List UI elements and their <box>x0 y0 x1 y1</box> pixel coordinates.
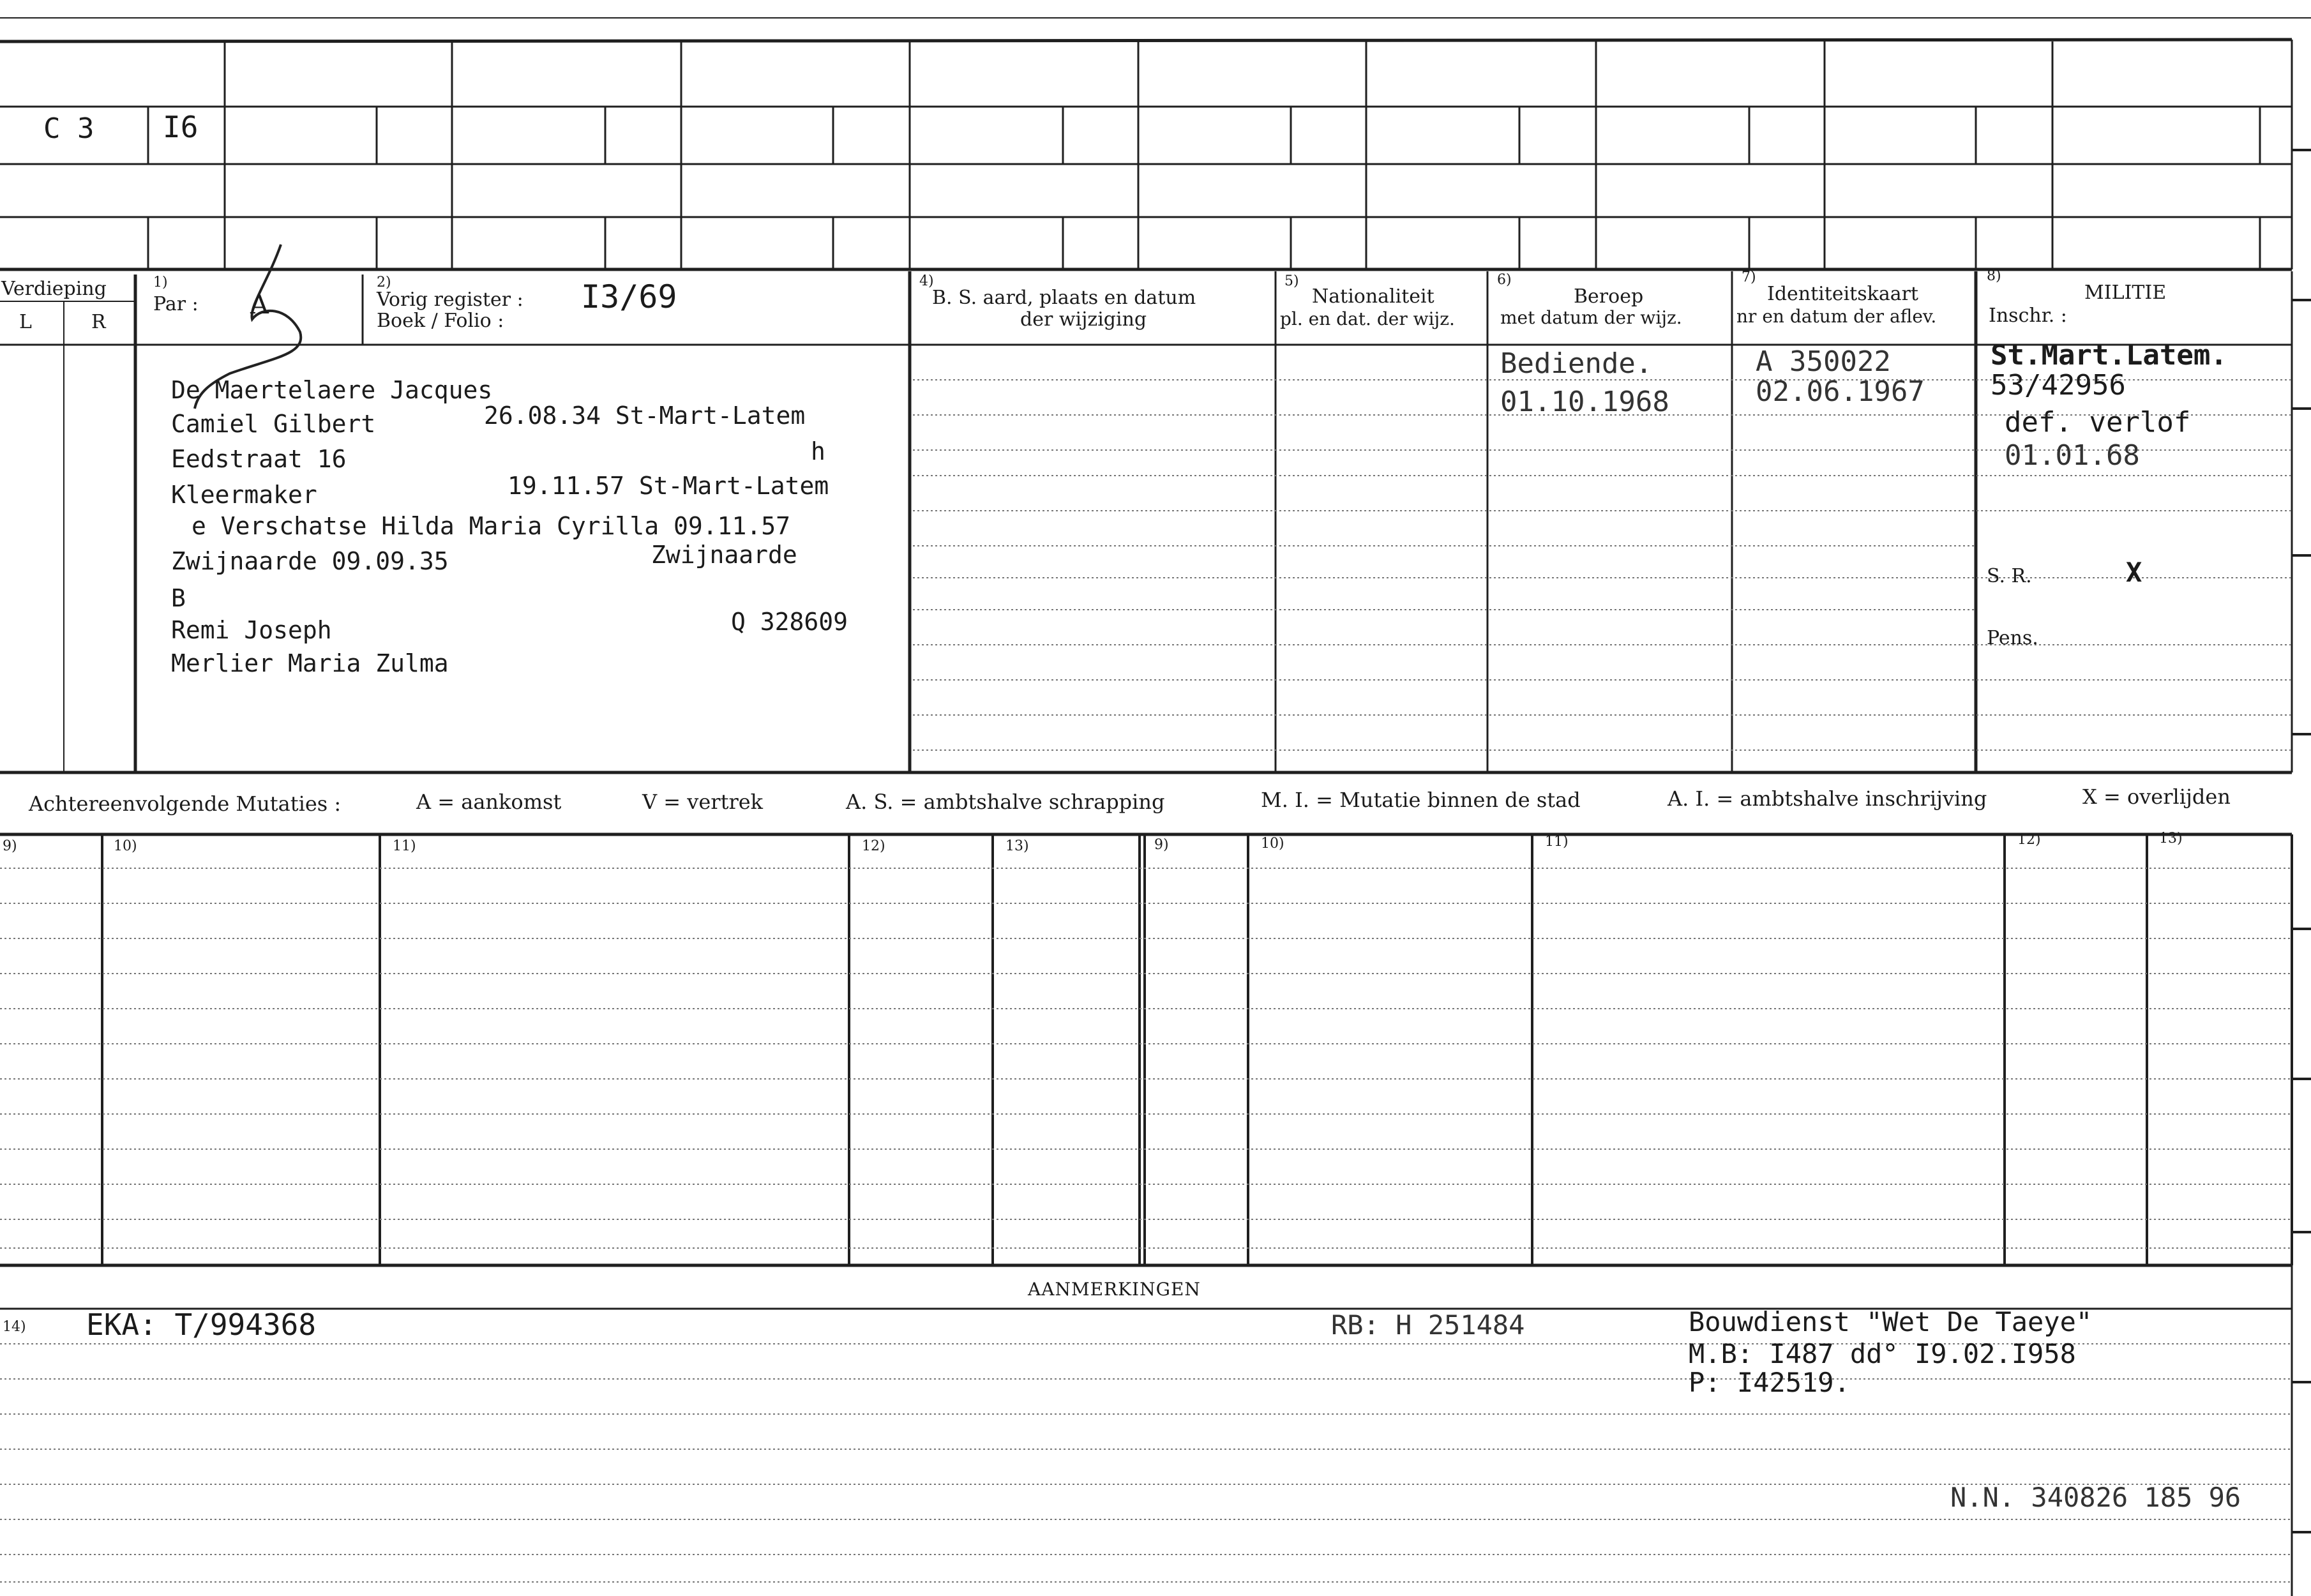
militie-label: MILITIE <box>2084 282 2167 304</box>
r-label: R <box>91 311 106 333</box>
bouwdienst-line-1: Bouwdienst "Wet De Taeye" <box>1689 1306 2093 1337</box>
mutaties-a: A = aankomst <box>416 790 562 814</box>
nat-label-1: Nationaliteit <box>1312 285 1434 308</box>
beroep-num: 6) <box>1497 272 1512 288</box>
par-value: A <box>250 290 269 320</box>
person-line-1: De Maertelaere Jacques <box>171 376 493 404</box>
person-line-6b: Zwijnaarde <box>651 541 797 569</box>
nat-num: 5) <box>1284 273 1299 289</box>
col-num: 11) <box>393 838 416 854</box>
bs-label-2: der wijziging <box>1020 308 1147 331</box>
aanmerkingen-title: AANMERKINGEN <box>1028 1279 1201 1300</box>
beroep-label-2: met datum der wijz. <box>1500 307 1682 328</box>
vorig-label: Vorig register : <box>377 289 523 311</box>
person-line-4b: 19.11.57 St-Mart-Latem <box>508 472 829 500</box>
col-num: 12) <box>862 838 885 854</box>
mutaties-ai: A. I. = ambtshalve inschrijving <box>1667 787 1987 811</box>
par-num: 1) <box>153 275 168 290</box>
col-num: 9) <box>1154 837 1169 853</box>
identiteit-value-2: 02.06.1967 <box>1756 375 1925 408</box>
beroep-label-1: Beroep <box>1574 285 1644 308</box>
person-line-8b: Q 328609 <box>731 608 848 636</box>
verdieping-label: Verdieping <box>1 278 107 300</box>
rb-number: RB: H 251484 <box>1331 1309 1525 1341</box>
person-line-9: Merlier Maria Zulma <box>171 649 449 677</box>
bouwdienst-line-2: M.B: I487 dd° I9.02.I958 <box>1689 1338 2076 1369</box>
col-num: 10) <box>114 838 137 854</box>
militie-value-4: 01.01.68 <box>2005 439 2140 472</box>
beroep-value-2: 01.10.1968 <box>1500 386 1669 418</box>
person-line-5: e Verschatse Hilda Maria Cyrilla 09.11.57 <box>192 512 790 540</box>
militie-num: 8) <box>1987 268 2001 284</box>
mutaties-as: A. S. = ambtshalve schrapping <box>846 790 1165 814</box>
mutaties-title: Achtereenvolgende Mutaties : <box>29 792 342 816</box>
col-num: 12) <box>2017 832 2041 848</box>
par-label: Par : <box>153 293 199 315</box>
sr-label: S. R. <box>1987 565 2032 587</box>
inschr-label: Inschr. : <box>1989 305 2067 327</box>
militie-value-3: def. verlof <box>2005 406 2191 439</box>
col-num: 13) <box>2159 831 2183 847</box>
sr-value: X <box>2126 557 2142 588</box>
person-line-2a: Camiel Gilbert <box>171 410 376 438</box>
mutaties-x: X = overlijden <box>2082 785 2231 809</box>
person-line-3a: Eedstraat 16 <box>171 445 347 473</box>
col-num: 9) <box>3 838 17 854</box>
person-line-4a: Kleermaker <box>171 481 317 509</box>
bs-label-1: B. S. aard, plaats en datum <box>932 287 1196 309</box>
id-label-2: nr en datum der aflev. <box>1736 306 1937 327</box>
pens-label: Pens. <box>1987 627 2038 649</box>
id-label-1: Identiteitskaart <box>1767 283 1918 305</box>
militie-value-1: St.Mart.Latem. <box>1991 339 2227 372</box>
person-line-8a: Remi Joseph <box>171 616 332 644</box>
code-n: I6 <box>163 110 199 144</box>
militie-value-2: 53/42956 <box>1991 369 2126 402</box>
person-line-6a: Zwijnaarde 09.09.35 <box>171 547 449 575</box>
beroep-value-1: Bediende. <box>1500 347 1653 380</box>
boek-label: Boek / Folio : <box>377 310 504 332</box>
bs-num: 4) <box>919 273 934 289</box>
id-num: 7) <box>1742 269 1756 285</box>
nat-label-2: pl. en dat. der wijz. <box>1280 308 1455 329</box>
l-label: L <box>19 311 32 333</box>
col-num: 13) <box>1005 838 1029 854</box>
person-line-2b: 26.08.34 St-Mart-Latem <box>484 402 806 430</box>
vorig-num: 2) <box>377 275 391 290</box>
code-c: C 3 <box>43 112 94 145</box>
col-num: 10) <box>1261 836 1284 852</box>
col-num: 11) <box>1545 834 1569 850</box>
person-line-7: B <box>171 584 186 612</box>
eka-number: EKA: T/994368 <box>86 1307 317 1342</box>
identiteit-value-1: A 350022 <box>1756 345 1891 378</box>
mutaties-mi: M. I. = Mutatie binnen de stad <box>1261 788 1581 812</box>
nn-number: N.N. 340826 185 96 <box>1950 1482 2241 1513</box>
vorig-value: I3/69 <box>581 278 677 315</box>
person-line-3b: h <box>811 437 825 465</box>
aanmerkingen-num: 14) <box>3 1319 26 1335</box>
bouwdienst-line-3: P: I42519. <box>1689 1367 1850 1398</box>
mutaties-v: V = vertrek <box>642 790 764 814</box>
